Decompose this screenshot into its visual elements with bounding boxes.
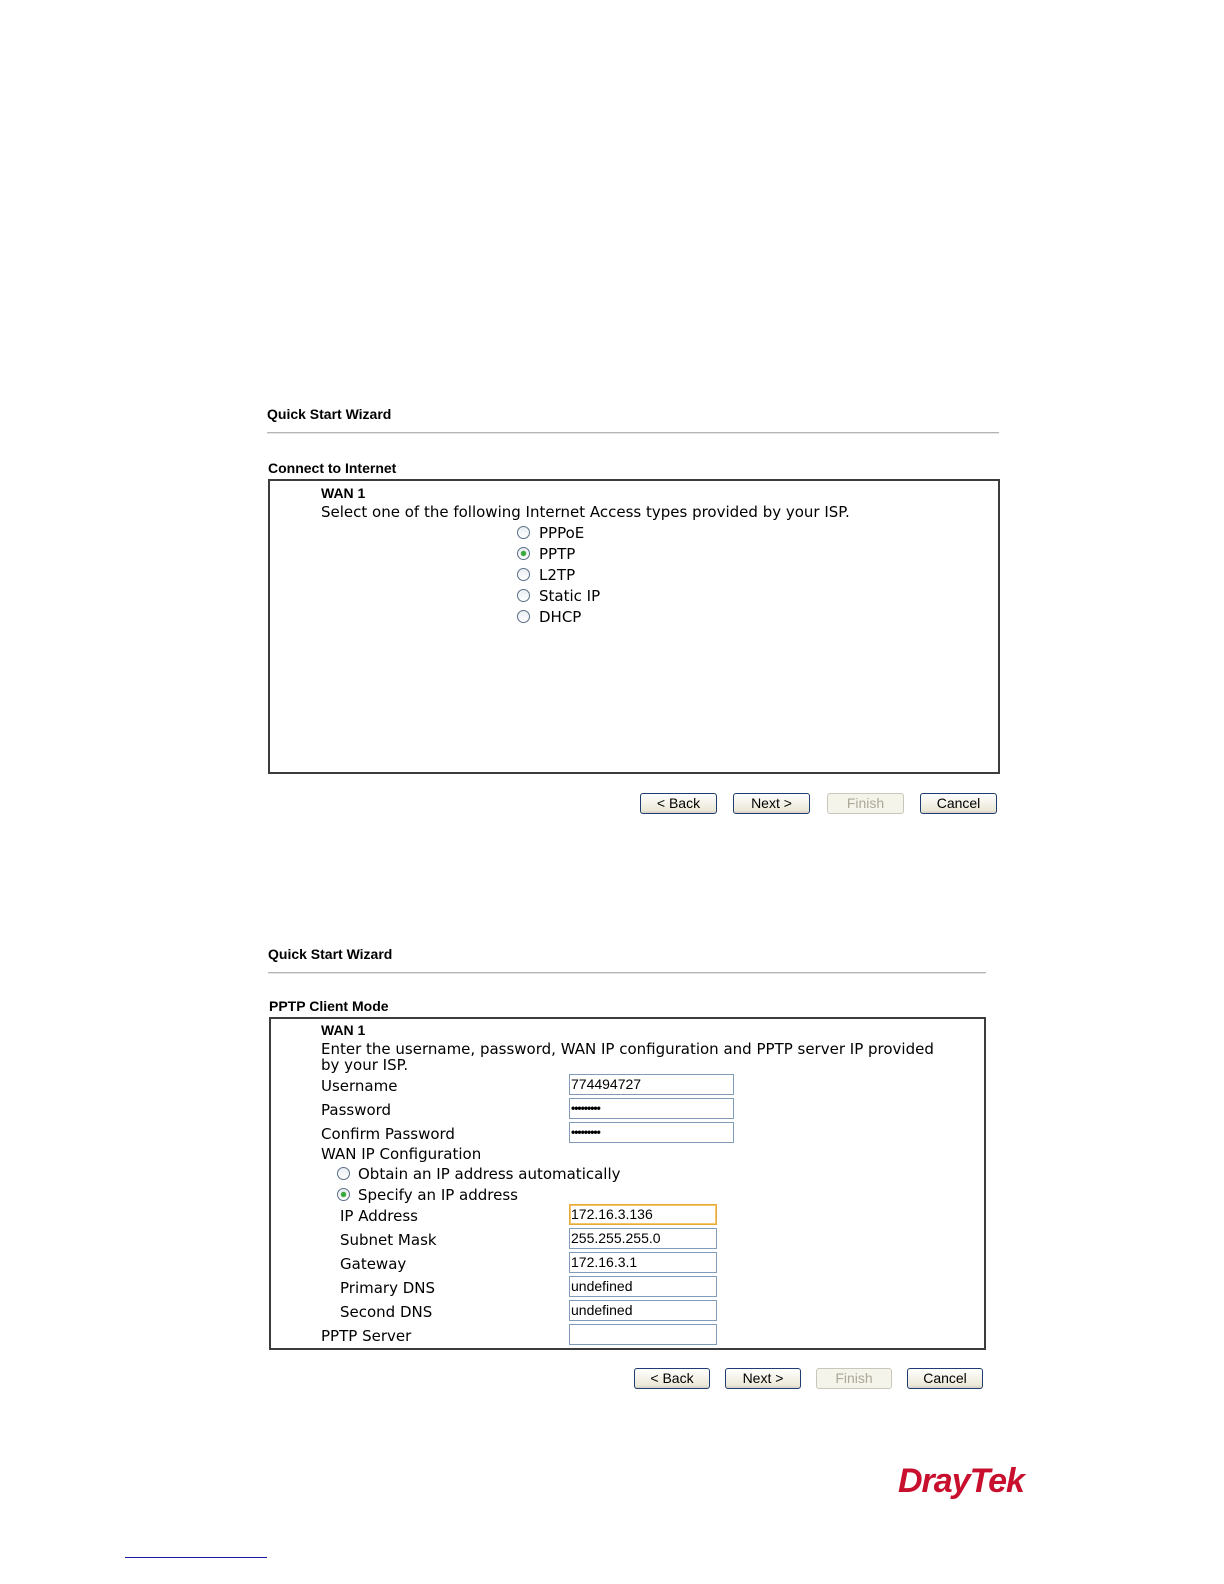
subnet-mask-label: Subnet Mask — [340, 1231, 437, 1249]
option-static-ip-label: Static IP — [539, 587, 601, 605]
wizard2-wan-label: WAN 1 — [321, 1022, 366, 1038]
wizard1-cancel-button[interactable]: Cancel — [920, 793, 997, 814]
wizard1-title: Quick Start Wizard — [267, 406, 392, 422]
option-dhcp-label: DHCP — [539, 608, 582, 626]
option-pppoe-label: PPPoE — [539, 524, 585, 542]
wizard2-section-title: PPTP Client Mode — [269, 998, 389, 1014]
option-l2tp-label: L2TP — [539, 566, 576, 584]
subnet-mask-input[interactable]: 255.255.255.0 — [569, 1228, 717, 1249]
option-pptp-label: PPTP — [539, 545, 576, 563]
confirm-password-label: Confirm Password — [321, 1125, 455, 1143]
wizard1-back-button[interactable]: < Back — [640, 793, 717, 814]
radio-pppoe[interactable] — [517, 526, 530, 539]
footer-link-underline — [125, 1557, 267, 1558]
password-label: Password — [321, 1101, 392, 1119]
second-dns-input[interactable]: undefined — [569, 1300, 717, 1321]
option-specify-ip-label: Specify an IP address — [358, 1186, 518, 1204]
second-dns-label: Second DNS — [340, 1303, 433, 1321]
ip-address-input[interactable]: 172.16.3.136 — [569, 1204, 717, 1225]
wan-ip-config-label: WAN IP Configuration — [321, 1145, 482, 1163]
draytek-logo: DrayTek — [898, 1462, 1024, 1500]
radio-dhcp[interactable] — [517, 610, 530, 623]
pptp-server-input[interactable] — [569, 1324, 717, 1345]
wizard2-instruction-line1: Enter the username, password, WAN IP configuration and PPTP server IP provided — [321, 1040, 934, 1058]
wizard1-wan-label: WAN 1 — [321, 485, 366, 501]
password-input[interactable]: ••••••••• — [569, 1098, 734, 1119]
username-label: Username — [321, 1077, 398, 1095]
radio-static-ip[interactable] — [517, 589, 530, 602]
username-input[interactable]: 774494727 — [569, 1074, 734, 1095]
radio-l2tp[interactable] — [517, 568, 530, 581]
wizard1-instruction: Select one of the following Internet Access types provided by your ISP. — [321, 503, 850, 521]
gateway-label: Gateway — [340, 1255, 407, 1273]
wizard2-instruction-line2: by your ISP. — [321, 1056, 409, 1074]
wizard1-next-button[interactable]: Next > — [733, 793, 810, 814]
wizard1-panel — [268, 479, 1000, 774]
wizard2-title: Quick Start Wizard — [268, 946, 393, 962]
pptp-server-label: PPTP Server — [321, 1327, 412, 1345]
primary-dns-label: Primary DNS — [340, 1279, 436, 1297]
wizard1-section-title: Connect to Internet — [268, 460, 397, 476]
wizard1-divider — [267, 432, 999, 434]
wizard2-divider — [268, 972, 986, 974]
wizard2-back-button[interactable]: < Back — [634, 1368, 710, 1389]
radio-pptp[interactable] — [517, 547, 530, 560]
primary-dns-input[interactable]: undefined — [569, 1276, 717, 1297]
wizard1-finish-button: Finish — [827, 793, 904, 814]
confirm-password-input[interactable]: ••••••••• — [569, 1122, 734, 1143]
radio-specify-ip[interactable] — [337, 1188, 350, 1201]
wizard2-panel — [269, 1017, 986, 1350]
wizard2-finish-button: Finish — [816, 1368, 892, 1389]
ip-address-label: IP Address — [340, 1207, 418, 1225]
wizard2-next-button[interactable]: Next > — [725, 1368, 801, 1389]
wizard2-cancel-button[interactable]: Cancel — [907, 1368, 983, 1389]
option-obtain-ip-label: Obtain an IP address automatically — [358, 1165, 621, 1183]
gateway-input[interactable]: 172.16.3.1 — [569, 1252, 717, 1273]
radio-obtain-ip[interactable] — [337, 1167, 350, 1180]
